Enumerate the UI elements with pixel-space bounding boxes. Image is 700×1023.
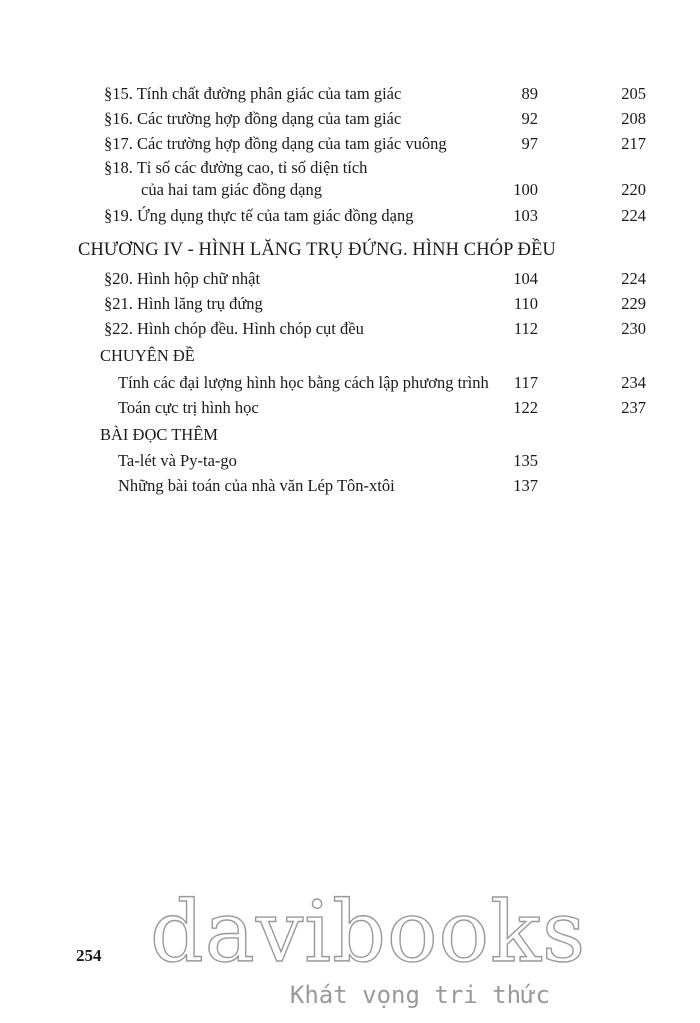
toc-entry-page: 103: [513, 206, 538, 225]
toc-entry-page: 92: [521, 109, 538, 128]
toc-entry-label: Toán cực trị hình học: [118, 398, 259, 417]
toc-entry-label: §16. Các trường hợp đồng dạng của tam giác: [104, 109, 402, 128]
toc-entry-19: [0, 204, 700, 228]
page-number: 254: [76, 946, 102, 965]
toc-entry-label: Những bài toán của nhà văn Lép Tôn-xtôi: [118, 476, 395, 495]
toc-entry-bai-doc-1: [0, 449, 700, 473]
section-heading: CHUYÊN ĐỀ: [100, 346, 195, 365]
toc-entry-page: 100: [513, 180, 538, 199]
toc-entry-label: §15. Tính chất đường phân giác của tam giác: [104, 84, 402, 103]
toc-entry-label: Tính các đại lượng hình học bằng cách lập phương trình: [118, 373, 489, 392]
toc-entry-chuyen-de-2: [0, 396, 700, 420]
toc-entry-answer-page: 234: [621, 373, 646, 392]
toc-entry-17: [0, 132, 700, 156]
toc-entry-answer-page: 205: [621, 84, 646, 103]
toc-entry-chuyen-de-1: [0, 371, 700, 395]
toc-entry-label: §18. Tỉ số các đường cao, tỉ số diện tích: [104, 158, 368, 177]
toc-entry-label: §17. Các trường hợp đồng dạng của tam giác vuông: [104, 134, 447, 153]
toc-entry-page: 117: [513, 373, 538, 392]
section-heading-bai-doc-them: [0, 423, 700, 447]
toc-entry-label: Ta-lét và Py-ta-go: [118, 451, 237, 470]
toc-entry-answer-page: 229: [621, 294, 646, 313]
toc-entry-page: 110: [513, 294, 538, 313]
toc-entry-bai-doc-2: [0, 474, 700, 498]
toc-entry-15: [0, 82, 700, 106]
toc-entry-label: của hai tam giác đồng dạng: [141, 180, 322, 199]
watermark-logo: davibooks: [150, 883, 587, 981]
toc-entry-page: 112: [513, 319, 538, 338]
toc-entry-page: 122: [513, 398, 538, 417]
toc-entry-answer-page: 217: [621, 134, 646, 153]
toc-entry-page: 89: [521, 84, 538, 103]
toc-entry-page: 137: [513, 476, 538, 495]
watermark-slogan: Khát vọng tri thức: [289, 981, 550, 1009]
toc-entry-label: §19. Ứng dụng thực tế của tam giác đồng dạng: [104, 206, 414, 225]
toc-entry-22: [0, 317, 700, 341]
toc-entry-20: [0, 267, 700, 291]
toc-entry-answer-page: 220: [621, 180, 646, 199]
toc-entry-answer-page: 224: [621, 269, 646, 288]
toc-entry-page: 135: [513, 451, 538, 470]
toc-entry-label: §21. Hình lăng trụ đứng: [104, 294, 263, 313]
chapter-heading: [0, 238, 700, 262]
toc-entry-18-line1: [0, 156, 700, 180]
toc-entry-answer-page: 237: [621, 398, 646, 417]
toc-entry-label: §22. Hình chóp đều. Hình chóp cụt đều: [104, 319, 364, 338]
toc-entry-page: 104: [513, 269, 538, 288]
toc-entry-answer-page: 208: [621, 109, 646, 128]
toc-entry-18-line2: [0, 178, 700, 202]
section-heading-chuyen-de: [0, 344, 700, 368]
section-heading: BÀI ĐỌC THÊM: [100, 425, 218, 444]
toc-entry-answer-page: 224: [621, 206, 646, 225]
chapter-title: CHƯƠNG IV - HÌNH LĂNG TRỤ ĐỨNG. HÌNH CHÓP ĐỀU: [78, 240, 556, 260]
toc-entry-page: 97: [521, 134, 538, 153]
toc-entry-label: §20. Hình hộp chữ nhật: [104, 269, 261, 288]
toc-entry-16: [0, 107, 700, 131]
toc-entry-21: [0, 292, 700, 316]
toc-entry-answer-page: 230: [621, 319, 646, 338]
